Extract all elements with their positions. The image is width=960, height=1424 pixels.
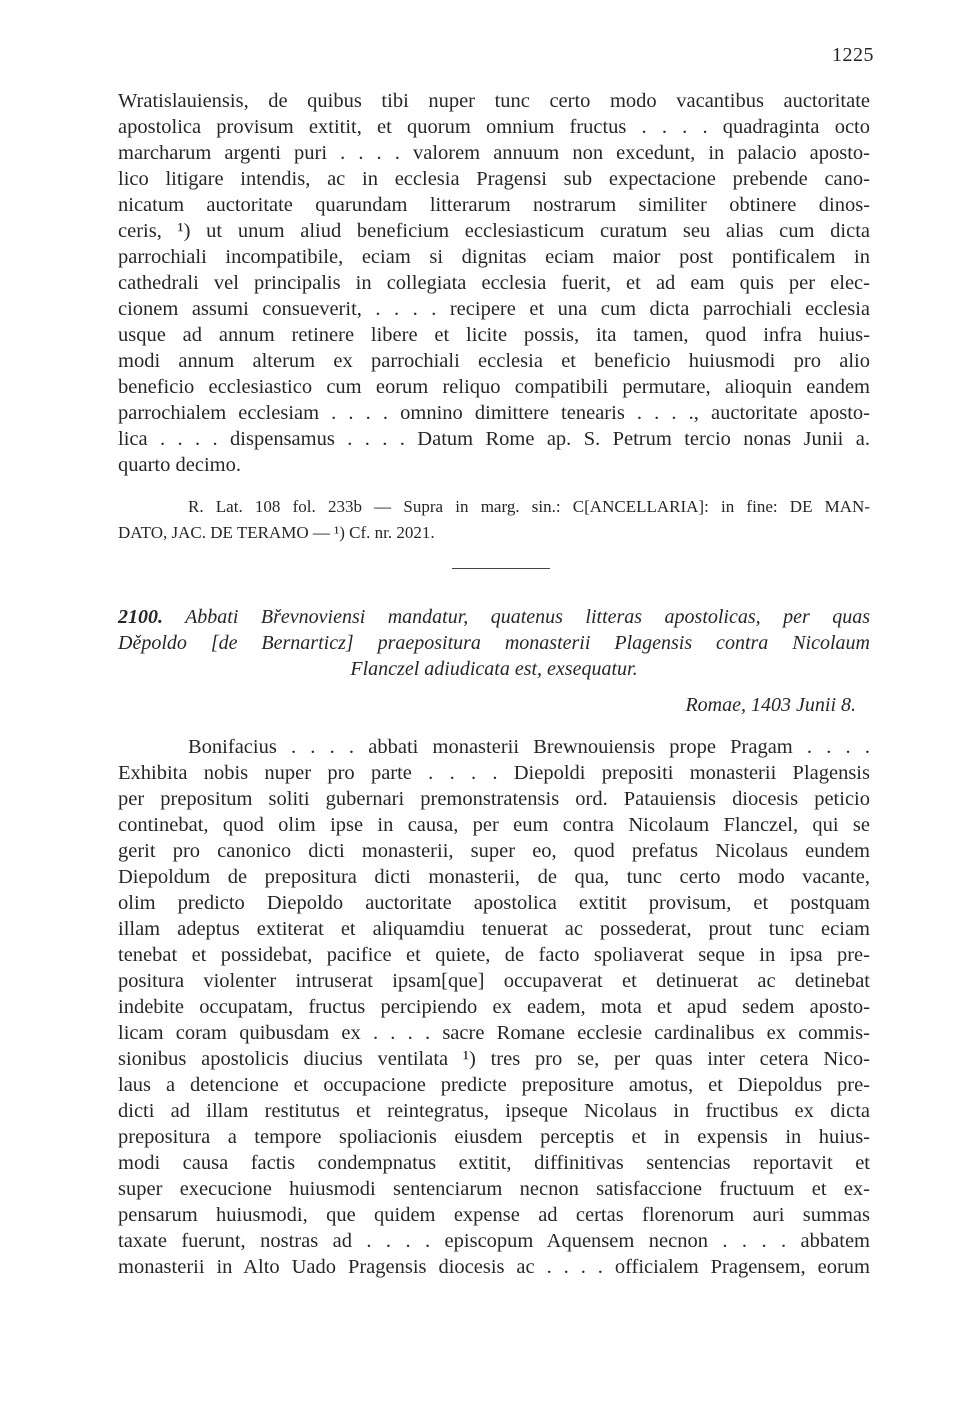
text-line: parrochialem ecclesiam . . . . omnino dimittere tenearis . . . ., auctoritate aposto- xyxy=(118,402,870,424)
text-line: marcharum argenti puri . . . . valorem annuum non excedunt, in palacio aposto- xyxy=(118,142,870,164)
text-line: dicti ad illam restitutus et reintegratus, ipseque Nicolaus in fructibus ex dicta xyxy=(118,1100,870,1122)
entry-summary-line: Flanczel adiudicata est, exsequatur. xyxy=(350,658,638,680)
footnote-apparatus xyxy=(118,494,870,546)
paragraph-top xyxy=(118,88,870,478)
text-line: lico litigare intendis, ac in ecclesia Pragensi sub expectacione prebende cano- xyxy=(118,168,870,190)
page-number: 1225 xyxy=(832,44,874,66)
text-line: Wratislauiensis, de quibus tibi nuper tunc certo modo vacantibus auctoritate xyxy=(118,90,870,112)
text-line: pensarum huiusmodi, que quidem expense ad certas florenorum auri summas xyxy=(118,1204,870,1226)
text-line: laus a detencione et occupacione predicte prepositure amotus, et Diepoldus pre- xyxy=(118,1074,870,1096)
text-line: illam adeptus extiterat et aliquamdiu tenuerat ac possederat, prout tunc eciam xyxy=(118,918,870,940)
text-line: prepositura a tempore spoliacionis eiusdem perceptis et in expensis in huius- xyxy=(118,1126,870,1148)
text-line: Diepoldum de prepositura dicti monasterii, de qua, tunc certo modo vacante, xyxy=(118,866,870,888)
text-line: positura violenter intruserat ipsam[que] occupaverat et detinuerat ac detinebat xyxy=(118,970,870,992)
section-divider xyxy=(452,568,550,569)
text-line: tenebat et possidebat, pacifice et quiete, de facto spoliaverat seque in ipsa pre- xyxy=(118,944,870,966)
text-line: Exhibita nobis nuper pro parte . . . . Diepoldi prepositi monasterii Plagensis xyxy=(118,762,870,784)
entry-heading xyxy=(118,604,870,718)
text-line: cionem assumi consueverit, . . . . recipere et una cum dicta parrochiali ecclesia xyxy=(118,298,870,320)
footnote-line: R. Lat. 108 fol. 233b — Supra in marg. sin.: C[ANCELLARIA]: in fine: DE MAN- xyxy=(188,497,870,516)
text-line: gerit pro canonico dicti monasterii, super eo, quod prefatus Nicolaus eundem xyxy=(118,840,870,862)
text-line: olim predicto Diepoldo auctoritate apostolica extitit provisum, et postquam xyxy=(118,892,870,914)
footnote-line: DATO, JAC. DE TERAMO — ¹) Cf. nr. 2021. xyxy=(118,523,435,542)
text-line: Bonifacius . . . . abbati monasterii Brewnouiensis prope Pragam . . . . xyxy=(188,736,870,758)
text-line: sionibus apostolicis diucius ventilata ¹) tres pro se, per quas inter cetera Nico- xyxy=(118,1048,870,1070)
text-line: continebat, quod olim ipse in causa, per eum contra Nicolaum Flanczel, qui se xyxy=(118,814,870,836)
text-line: beneficio ecclesiastico cum eorum reliquo compatibili permutare, alioquin eandem xyxy=(118,376,870,398)
text-line: parrochiali incompatibile, eciam si dignitas eciam maior post pontificalem in xyxy=(118,246,870,268)
text-line: ceris, ¹) ut unum aliud beneficium ecclesiasticum curatum seu alias cum dicta xyxy=(118,220,870,242)
text-line: super execucione huiusmodi sentenciarum necnon satisfaccione fructuum et ex- xyxy=(118,1178,870,1200)
text-line: indebite occupatam, fructus percipiendo ex eadem, mota et apud sedem aposto- xyxy=(118,996,870,1018)
text-line: monasterii in Alto Uado Pragensis diocesis ac . . . . officialem Pragensem, eorum xyxy=(118,1256,870,1278)
paragraph-bottom xyxy=(118,734,870,1280)
text-line: taxate fuerunt, nostras ad . . . . episcopum Aquensem necnon . . . . abbatem xyxy=(118,1230,870,1252)
text-line: lica . . . . dispensamus . . . . Datum Rome ap. S. Petrum tercio nonas Junii a. xyxy=(118,428,870,450)
text-line: licam coram quibusdam ex . . . . sacre Romane ecclesie cardinalibus ex commis- xyxy=(118,1022,870,1044)
entry-summary-line: Děpoldo [de Bernarticz] praepositura monasterii Plagensis contra Nicolaum xyxy=(118,632,870,654)
entry-summary-line xyxy=(118,604,870,630)
text-line: modi causa factis condempnatus extitit, diffinitivas sentencias reportavit et xyxy=(118,1152,870,1174)
text-line: modi annum alterum ex parrochiali ecclesia et beneficio huiusmodi pro alio xyxy=(118,350,870,372)
text-line: per prepositum soliti gubernari premonstratensis ord. Patauiensis diocesis peticio xyxy=(118,788,870,810)
text-line: apostolica provisum extitit, et quorum omnium fructus . . . . quadraginta octo xyxy=(118,116,870,138)
text-line: nicatum auctoritate quarundam litterarum nostrarum similiter obtinere dinos- xyxy=(118,194,870,216)
text-line: quarto decimo. xyxy=(118,454,241,476)
text-line: cathedrali vel principalis in collegiata ecclesia fuerit, et ad eam quis per elec- xyxy=(118,272,870,294)
text-line: usque ad annum retinere libere et licite possis, ita tamen, quod infra huius- xyxy=(118,324,870,346)
entry-date: Romae, 1403 Junii 8. xyxy=(685,694,856,716)
entry-number: 2100. xyxy=(118,606,163,628)
entry-summary-text: Abbati Břevnoviensi mandatur, quatenus litteras apostolicas, per quas xyxy=(185,606,870,628)
